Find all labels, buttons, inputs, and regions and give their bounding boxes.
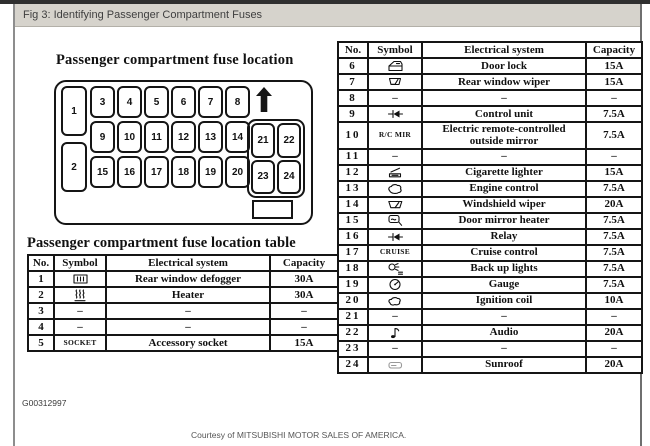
fuse-no: 4 (28, 319, 54, 335)
fuse-cell-7: 7 (198, 86, 223, 118)
electrical-system: Electric remote-controlled outside mirror (422, 122, 586, 149)
fuse-cell-16: 16 (117, 156, 142, 188)
fuse-no: 20 (338, 293, 368, 309)
courtesy-line: Courtesy of MITSUBISHI MOTOR SALES OF AMERICA. (191, 430, 407, 440)
fuse-no: 3 (28, 303, 54, 319)
table-row (28, 271, 338, 287)
capacity: 30A (270, 271, 338, 287)
table-row (28, 319, 338, 335)
fuse-cell-21: 21 (251, 123, 275, 158)
symbol-cell: – (368, 309, 422, 325)
window-title: Fig 3: Identifying Passenger Compartment Fuses (23, 9, 263, 21)
relay-icon (387, 231, 404, 243)
blank-connector-box (252, 200, 293, 219)
electrical-system: Accessory socket (106, 335, 270, 351)
fuse-cell-10: 10 (117, 121, 142, 153)
fuse-no: 19 (338, 277, 368, 293)
sunroof-icon (387, 359, 404, 371)
fuse-cell-22: 22 (277, 123, 301, 158)
fuse-no: 11 (338, 149, 368, 165)
symbol-cell (368, 325, 422, 341)
table-row (338, 165, 642, 181)
electrical-system: – (422, 341, 586, 357)
electrical-system: Heater (106, 287, 270, 303)
fuse-cell-1: 1 (61, 86, 87, 136)
fuse-no: 12 (338, 165, 368, 181)
symbol-cell (368, 58, 422, 74)
fuse-cell-8: 8 (225, 86, 250, 118)
column-header-symbol: Symbol (54, 255, 106, 271)
table-row (338, 90, 642, 106)
fuse-cell-11: 11 (144, 121, 169, 153)
audio-icon (388, 326, 403, 339)
capacity: 7.5A (586, 277, 642, 293)
capacity: 7.5A (586, 245, 642, 261)
table-row (338, 245, 642, 261)
electrical-system: – (422, 90, 586, 106)
table-row (338, 293, 642, 309)
fuse-no: 8 (338, 90, 368, 106)
electrical-system: Door lock (422, 58, 586, 74)
fuse-cell-3: 3 (90, 86, 115, 118)
backup-lights-icon (387, 262, 404, 275)
capacity: 30A (270, 287, 338, 303)
electrical-system: Rear window wiper (422, 74, 586, 90)
capacity: 15A (270, 335, 338, 351)
fuse-no: 14 (338, 197, 368, 213)
capacity: – (270, 303, 338, 319)
fuse-no: 9 (338, 106, 368, 122)
symbol-cell (54, 287, 106, 303)
fuse-no: 17 (338, 245, 368, 261)
fuse-no: 13 (338, 181, 368, 197)
electrical-system: Audio (422, 325, 586, 341)
capacity: – (586, 309, 642, 325)
symbol-cell: – (54, 303, 106, 319)
table-row (338, 181, 642, 197)
electrical-system: – (106, 303, 270, 319)
table-row (338, 357, 642, 373)
symbol-cell: R/C MIR (368, 122, 422, 149)
table-row (338, 213, 642, 229)
door-mirror-heater-icon (387, 214, 404, 227)
heater-icon (72, 289, 88, 302)
fuse-cell-23: 23 (251, 160, 275, 195)
fuse-no: 5 (28, 335, 54, 351)
electrical-system: Cruise control (422, 245, 586, 261)
electrical-system: – (422, 149, 586, 165)
symbol-cell (368, 197, 422, 213)
electrical-system: Back up lights (422, 261, 586, 277)
table-row (338, 341, 642, 357)
fuse-cell-15: 15 (90, 156, 115, 188)
table-row (338, 122, 642, 149)
table-row (338, 261, 642, 277)
cigarette-lighter-icon (387, 166, 403, 179)
capacity: – (586, 90, 642, 106)
fuse-cell-4: 4 (117, 86, 142, 118)
symbol-cell (368, 229, 422, 245)
fuse-cell-6: 6 (171, 86, 196, 118)
windshield-wiper-icon (387, 199, 404, 211)
table-row (338, 74, 642, 90)
location-table-title: Passenger compartment fuse location table (27, 235, 296, 251)
table-row (338, 149, 642, 165)
fuse-no: 10 (338, 122, 368, 149)
symbol-cell (368, 74, 422, 90)
capacity: 7.5A (586, 122, 642, 149)
fuse-no: 24 (338, 357, 368, 373)
capacity: – (586, 149, 642, 165)
window-border-left (13, 4, 15, 446)
symbol-cell (368, 165, 422, 181)
fuse-cell-13: 13 (198, 121, 223, 153)
fuse-no: 6 (338, 58, 368, 74)
up-arrow-icon (256, 87, 272, 112)
symbol-cell (368, 261, 422, 277)
rear-defogger-icon (72, 273, 89, 285)
rear-wiper-icon (387, 76, 404, 88)
fuse-cell-20: 20 (225, 156, 250, 188)
figure-code: G00312997 (22, 398, 67, 408)
symbol-cell: – (368, 341, 422, 357)
column-header-symbol: Symbol (368, 42, 422, 58)
fuse-cell-12: 12 (171, 121, 196, 153)
fuse-cell-24: 24 (277, 160, 301, 195)
capacity: – (586, 341, 642, 357)
symbol-cell (368, 357, 422, 373)
fuse-no: 7 (338, 74, 368, 90)
table-row (338, 277, 642, 293)
fuse-no: 15 (338, 213, 368, 229)
table-row (338, 309, 642, 325)
symbol-cell (368, 106, 422, 122)
symbol-cell (368, 181, 422, 197)
fuse-grid (90, 86, 250, 188)
electrical-system: – (422, 309, 586, 325)
fuse-no: 18 (338, 261, 368, 277)
fuse-no: 2 (28, 287, 54, 303)
electrical-system: Gauge (422, 277, 586, 293)
capacity: 7.5A (586, 181, 642, 197)
relay-icon (387, 108, 404, 120)
gauge-icon (387, 278, 403, 291)
symbol-cell: – (54, 319, 106, 335)
table-row (338, 197, 642, 213)
capacity: 7.5A (586, 213, 642, 229)
fuse-cell-5: 5 (144, 86, 169, 118)
capacity: 7.5A (586, 229, 642, 245)
fuse-no: 22 (338, 325, 368, 341)
capacity: 15A (586, 58, 642, 74)
fuse-table-1-5 (27, 254, 339, 352)
symbol-cell: CRUISE (368, 245, 422, 261)
fuse-cell-2: 2 (61, 142, 87, 192)
electrical-system: Rear window defogger (106, 271, 270, 287)
capacity: 15A (586, 74, 642, 90)
window-titlebar (15, 4, 640, 27)
electrical-system: Engine control (422, 181, 586, 197)
symbol-cell (368, 293, 422, 309)
column-header-system: Electrical system (422, 42, 586, 58)
capacity: 15A (586, 165, 642, 181)
fuse-group-21-24 (247, 119, 305, 198)
fuse-no: 21 (338, 309, 368, 325)
table-row (28, 335, 338, 351)
symbol-cell (368, 213, 422, 229)
fuse-cell-19: 19 (198, 156, 223, 188)
capacity: 20A (586, 357, 642, 373)
diagram-title: Passenger compartment fuse location (56, 52, 294, 68)
column-header-no: No. (28, 255, 54, 271)
header-row (338, 42, 642, 58)
fuse-table-6-24 (337, 41, 643, 374)
table-row (28, 287, 338, 303)
fuse-cell-17: 17 (144, 156, 169, 188)
fuse-no: 1 (28, 271, 54, 287)
column-header-capacity: Capacity (586, 42, 642, 58)
fuse-cell-14: 14 (225, 121, 250, 153)
fuse-left-column (61, 86, 87, 192)
electrical-system: Ignition coil (422, 293, 586, 309)
fuse-box-diagram (54, 80, 313, 225)
door-lock-icon (387, 60, 404, 72)
column-header-no: No. (338, 42, 368, 58)
electrical-system: Cigarette lighter (422, 165, 586, 181)
header-row (28, 255, 338, 271)
electrical-system: Control unit (422, 106, 586, 122)
electrical-system: Sunroof (422, 357, 586, 373)
fuse-no: 23 (338, 341, 368, 357)
column-header-capacity: Capacity (270, 255, 338, 271)
capacity: 10A (586, 293, 642, 309)
engine-icon (387, 183, 404, 195)
electrical-system: Relay (422, 229, 586, 245)
symbol-cell (368, 277, 422, 293)
symbol-cell: – (368, 90, 422, 106)
table-row (338, 106, 642, 122)
capacity: 7.5A (586, 261, 642, 277)
table-row (28, 303, 338, 319)
table-row (338, 325, 642, 341)
electrical-system: Windshield wiper (422, 197, 586, 213)
fuse-no: 16 (338, 229, 368, 245)
fuse-cell-9: 9 (90, 121, 115, 153)
capacity: 20A (586, 325, 642, 341)
table-row (338, 229, 642, 245)
capacity: 20A (586, 197, 642, 213)
capacity: 7.5A (586, 106, 642, 122)
symbol-cell: SOCKET (54, 335, 106, 351)
ignition-coil-icon (387, 295, 404, 307)
column-header-system: Electrical system (106, 255, 270, 271)
capacity: – (270, 319, 338, 335)
electrical-system: – (106, 319, 270, 335)
table-row (338, 58, 642, 74)
fuse-cell-18: 18 (171, 156, 196, 188)
electrical-system: Door mirror heater (422, 213, 586, 229)
symbol-cell (54, 271, 106, 287)
symbol-cell: – (368, 149, 422, 165)
